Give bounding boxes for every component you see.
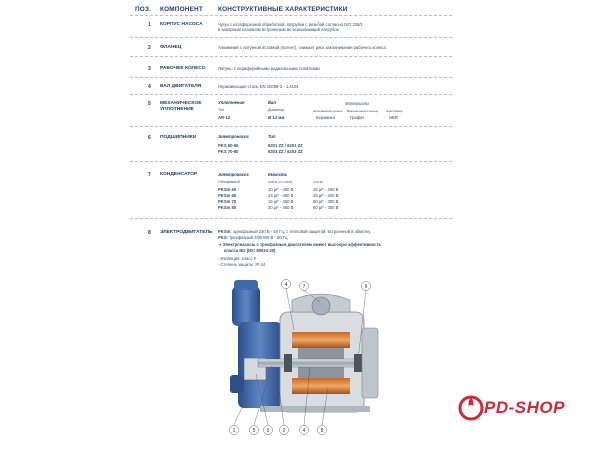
row-label: РАБОЧЕЕ КОЛЕСО: [160, 66, 206, 71]
col-rotating-ring: Вращающееся кольцо: [347, 109, 379, 113]
row-label: КОНДЕНСАТОР: [160, 172, 198, 177]
divider: [130, 161, 452, 162]
capacitor-value-2: 60 μF - 300 В: [313, 199, 339, 204]
header-pos: ПОЗ.: [135, 6, 152, 13]
divider: [130, 56, 452, 57]
pump-cutaway-diagram: [200, 270, 400, 445]
capacitor-value-1: 10 μF - 450 В: [268, 187, 294, 192]
divider: [130, 126, 452, 127]
svg-text:8: 8: [320, 428, 324, 434]
svg-text:5: 5: [252, 428, 256, 434]
capacitor-voltage-2: (110 В): [313, 180, 323, 184]
bearing-rear-icon: [354, 354, 362, 372]
seal-material-2: Графит: [350, 115, 365, 120]
col-type: Тип: [218, 108, 225, 112]
row-label: ЭЛЕКТРОДВИГАТЕЛЬ: [160, 230, 213, 235]
row-number: 3: [148, 66, 151, 72]
inlet-port: [230, 375, 244, 393]
motor-line-4: класса IE2 (IEC 60034-30): [224, 248, 276, 253]
row-text: Латунь, с периферийными радиальными лопатками: [218, 66, 320, 71]
outlet-collar: [234, 280, 258, 290]
bearing-pump-header: Электронасос: [218, 134, 249, 139]
motor-line-5: - Изоляция: класс F: [218, 256, 257, 261]
row-number: 8: [148, 230, 151, 236]
shaft-header: Вал: [268, 100, 277, 105]
seal-type: AR-12: [218, 115, 231, 120]
capacitor-pump-header: Электронасос: [218, 172, 249, 177]
capacitor-pump: PKSm 60: [218, 187, 237, 192]
capacitor-pump: PKSm 65: [218, 193, 237, 198]
svg-text:1: 1: [232, 428, 236, 434]
row-number: 2: [148, 45, 151, 51]
callout-bottom-1: [230, 398, 247, 435]
seal-header: Уплотнение: [218, 100, 245, 105]
row-number: 6: [148, 135, 151, 141]
row-number: 5: [148, 101, 151, 107]
row-number: 7: [148, 172, 151, 178]
col-elastomer: Эластомер: [386, 109, 403, 113]
row-label: ПОДШИПНИКИ: [160, 135, 197, 140]
divider: [130, 94, 452, 95]
capacitor-icon: [312, 297, 330, 315]
svg-text:7: 7: [302, 284, 306, 290]
capacitor-pump: PKSm 70: [218, 199, 237, 204]
motor-line-2: PKS: трехфазный 230/400 В - 50 Гц: [218, 235, 288, 240]
capacitor-value-2: 25 μF - 250 В: [313, 193, 339, 198]
row-label: МЕХАНИЧЕСКОЕ УПЛОТНЕНИЕ: [160, 101, 202, 112]
stator-winding-bottom: [292, 378, 350, 394]
bearing-type-header: Тип: [268, 134, 276, 139]
svg-text:4: 4: [302, 428, 306, 434]
header-component: КОМПОНЕНТ: [160, 6, 203, 13]
logo-text[interactable]: PD-SHOP: [484, 398, 565, 417]
capacitor-capacity-header: Емкость: [268, 172, 288, 177]
svg-text:6: 6: [364, 284, 368, 290]
svg-text:2: 2: [282, 428, 286, 434]
base-feet: [260, 406, 370, 412]
capacitor-value-1: 16 μF - 450 В: [268, 199, 294, 204]
bearing-front-icon: [284, 354, 292, 372]
row-number: 4: [148, 84, 151, 90]
stator-winding-top: [292, 332, 350, 348]
capacitor-single-phase: Однофазный: [218, 180, 240, 184]
motor-line-3: ➔ Электронасосы с трехфазным двигателем имеют высокую эффективность: [218, 242, 382, 247]
row-number: 1: [148, 22, 151, 28]
seal-material-3: NBR: [389, 115, 398, 120]
divider: [130, 218, 452, 219]
seal-diameter: Ø 12 мм: [268, 115, 285, 120]
motor-line-1: PKSm: однофазный 230 В - 50 Гц, с тепловой защитой, встроенной в обмотку.: [218, 229, 372, 234]
row-text: Чугун с катафорезной обработкой, патрубки с резьбой согласно ISO 228/1 и запорным клапаном встроенным во всасывающий патрубок: [218, 22, 363, 33]
bearing-type: 6201 ZZ / 6201 ZZ: [268, 143, 303, 148]
bearing-pump: PKS 60-65: [218, 143, 239, 148]
capacitor-value-1: 14 μF - 450 В: [268, 193, 294, 198]
row-text: Нержавеющая сталь EN 10088-3 - 1.4104: [218, 84, 299, 89]
fan-cover-icon: [362, 328, 378, 398]
row-label: КОРПУС НАСОСА: [160, 22, 203, 27]
divider: [130, 37, 452, 38]
row-text: Алюминий с латунной вставкой (патент), снижает риск заклинивания рабочего колеса: [218, 45, 386, 50]
capacitor-value-2: 25 μF - 250 В: [313, 187, 339, 192]
header-characteristics: КОНСТРУКТИВНЫЕ ХАРАКТЕРИСТИКИ: [218, 6, 348, 13]
divider: [130, 15, 452, 16]
row-label: ВАЛ ДВИГАТЕЛЯ: [160, 84, 202, 89]
bearing-pump: PKS 70-80: [218, 149, 239, 154]
row-label: ФЛАНЕЦ: [160, 45, 182, 50]
svg-text:3: 3: [266, 428, 270, 434]
pump-outlet: [232, 286, 260, 326]
capacitor-pump: PKSm 80: [218, 205, 237, 210]
capacitor-value-1: 20 μF - 450 В: [268, 205, 294, 210]
svg-text:4: 4: [284, 282, 288, 288]
motor-line-6: - Степень защиты: IP 44: [218, 262, 266, 267]
pd-shop-logo-icon: [458, 393, 484, 421]
capacitor-value-2: 60 μF - 300 В: [313, 205, 339, 210]
materials-header: Материалы: [345, 101, 370, 106]
col-stationary-ring: Неподвижное кольцо: [313, 109, 343, 113]
seal-material-1: Керамика: [316, 115, 335, 120]
col-diameter: Диаметр: [268, 108, 284, 112]
capacitor-voltage-1: (230 В или 240 В): [268, 180, 293, 184]
bearing-type: 6203 ZZ / 6203 ZZ: [268, 149, 303, 154]
divider: [130, 77, 452, 78]
